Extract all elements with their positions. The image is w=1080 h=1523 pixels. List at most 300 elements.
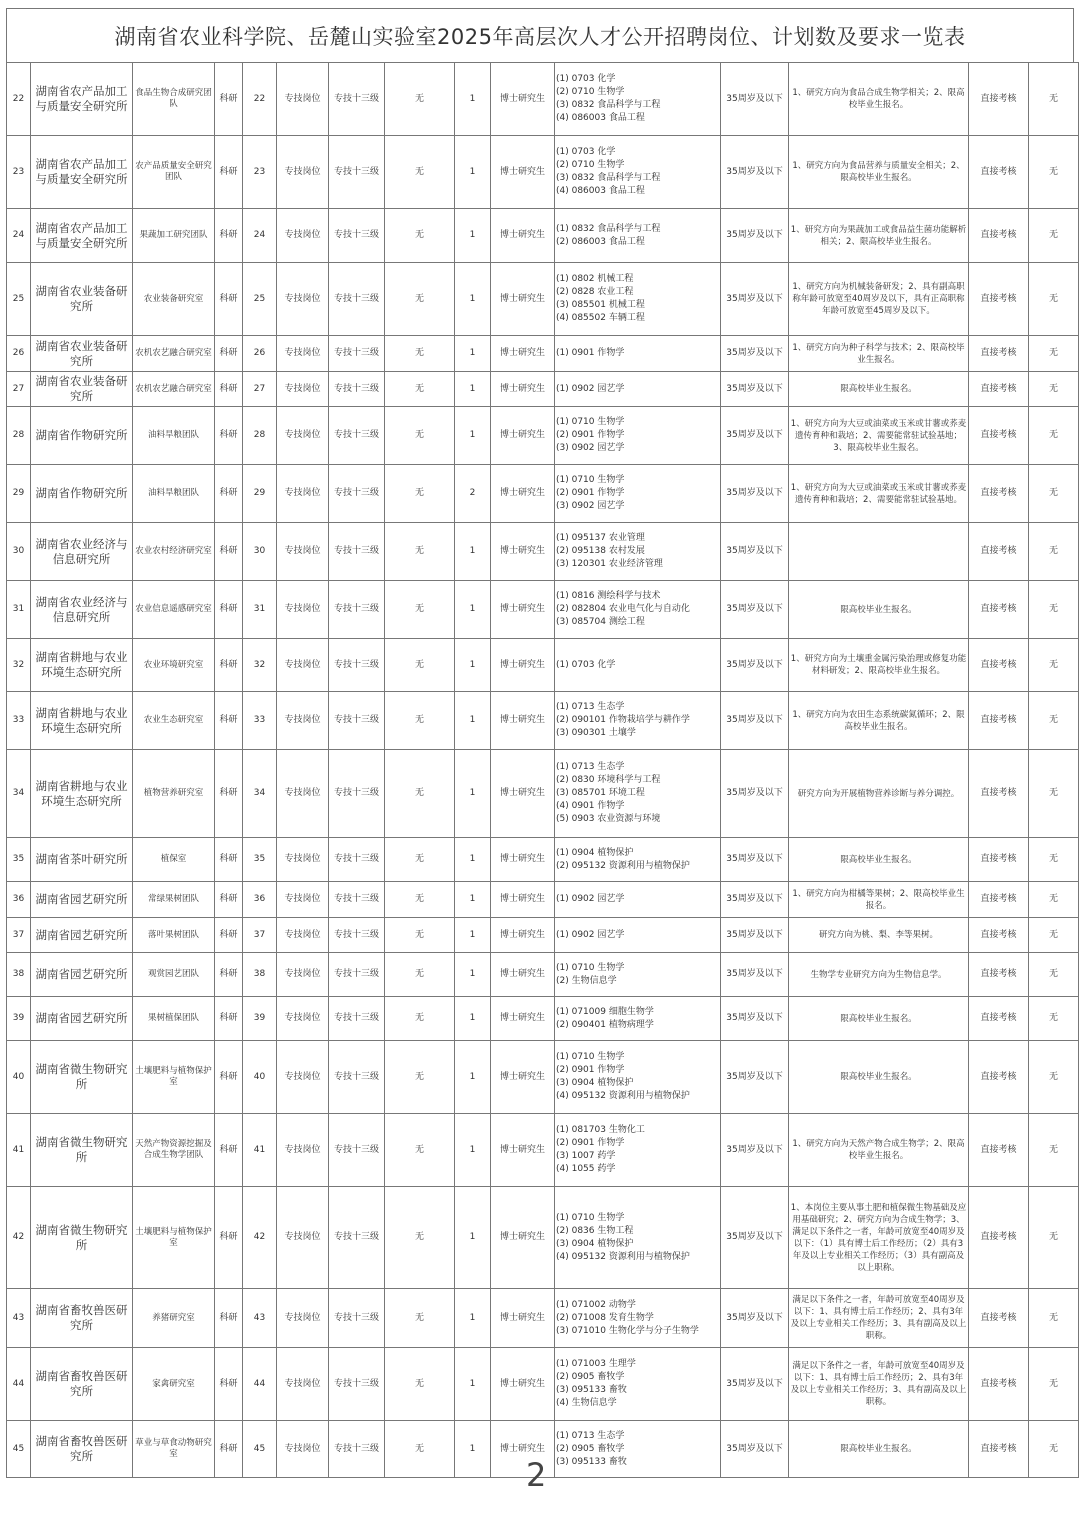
post-code: 43 (243, 1289, 277, 1348)
major-list (555, 372, 721, 407)
age-limit: 35周岁及以下 (721, 750, 789, 838)
team-name: 农业信息遥感研究室 (133, 581, 215, 639)
education: 博士研究生 (491, 953, 555, 997)
post-level: 专技十三级 (329, 692, 385, 750)
table-row (7, 523, 1079, 581)
post-category: 科研 (215, 882, 243, 918)
post-category: 科研 (215, 1421, 243, 1478)
major-item: (1) 0902 园艺学 (556, 929, 625, 940)
major-item: (1) 081703 生物化工 (556, 1125, 645, 1135)
row-number: 31 (7, 581, 31, 639)
post-type: 专技岗位 (277, 953, 329, 997)
table-row (7, 581, 1079, 639)
team-name: 果树植保团队 (133, 997, 215, 1041)
recruit-count: 1 (455, 407, 491, 465)
post-category: 科研 (215, 209, 243, 263)
remark: 无 (1029, 372, 1079, 407)
remark: 无 (1029, 918, 1079, 953)
age-limit: 35周岁及以下 (721, 639, 789, 692)
post-level: 专技十三级 (329, 407, 385, 465)
unit-name: 湖南省园艺研究所 (31, 918, 133, 953)
exam-method: 直接考核 (969, 209, 1029, 263)
post-type: 专技岗位 (277, 1421, 329, 1478)
major-item: (4) 086003 食品工程 (556, 113, 645, 123)
major-item: (2) 0828 农业工程 (556, 287, 634, 297)
major-item: (1) 0710 生物学 (556, 475, 625, 485)
row-number: 23 (7, 136, 31, 209)
major-item: (3) 095133 畜牧 (556, 1385, 627, 1395)
recruit-count: 1 (455, 209, 491, 263)
page-title: 湖南省农业科学院、岳麓山实验室2025年高层次人才公开招聘岗位、计划数及要求一览表 (6, 8, 1074, 62)
recruit-count: 1 (455, 1348, 491, 1421)
major-item: (1) 0902 园艺学 (556, 383, 625, 394)
post-type: 专技岗位 (277, 918, 329, 953)
post-level: 专技十三级 (329, 882, 385, 918)
unit-name: 湖南省耕地与农业环境生态研究所 (31, 639, 133, 692)
education: 博士研究生 (491, 750, 555, 838)
team-name: 观赏园艺团队 (133, 953, 215, 997)
education: 博士研究生 (491, 1041, 555, 1114)
table-row (7, 639, 1079, 692)
major-item: (1) 0703 化学 (556, 74, 616, 84)
requirements: 研究方向为桃、梨、李等果树。 (789, 918, 969, 953)
other-condition: 无 (385, 336, 455, 372)
age-limit: 35周岁及以下 (721, 336, 789, 372)
major-item: (1) 0832 食品科学与工程 (556, 223, 661, 234)
remark: 无 (1029, 1421, 1079, 1478)
row-number: 37 (7, 918, 31, 953)
other-condition: 无 (385, 953, 455, 997)
major-item: (2) 095138 农村发展 (556, 546, 645, 556)
remark: 无 (1029, 263, 1079, 336)
post-type: 专技岗位 (277, 209, 329, 263)
age-limit: 35周岁及以下 (721, 63, 789, 136)
recruit-count: 1 (455, 523, 491, 581)
major-item: (1) 0703 化学 (556, 659, 616, 670)
table-row (7, 997, 1079, 1041)
post-code: 24 (243, 209, 277, 263)
post-level: 专技十三级 (329, 838, 385, 882)
unit-name: 湖南省园艺研究所 (31, 997, 133, 1041)
post-type: 专技岗位 (277, 465, 329, 523)
row-number: 33 (7, 692, 31, 750)
major-item: (3) 0902 园艺学 (556, 501, 625, 511)
unit-name: 湖南省园艺研究所 (31, 882, 133, 918)
table-row (7, 336, 1079, 372)
recruit-count: 1 (455, 918, 491, 953)
team-name: 农业装备研究室 (133, 263, 215, 336)
team-name: 草业与草食动物研究室 (133, 1421, 215, 1478)
row-number: 42 (7, 1187, 31, 1289)
requirements: 限高校毕业生报名。 (789, 1041, 969, 1114)
other-condition: 无 (385, 581, 455, 639)
education: 博士研究生 (491, 692, 555, 750)
major-list (555, 1114, 721, 1187)
age-limit: 35周岁及以下 (721, 136, 789, 209)
post-type: 专技岗位 (277, 1289, 329, 1348)
requirements: 1、研究方向为果蔬加工或食品益生菌功能解析相关；2、限高校毕业生报名。 (789, 209, 969, 263)
major-item: (2) 0901 作物学 (556, 1065, 625, 1075)
team-name: 农机农艺融合研究室 (133, 372, 215, 407)
exam-method: 直接考核 (969, 639, 1029, 692)
other-condition: 无 (385, 372, 455, 407)
exam-method: 直接考核 (969, 1348, 1029, 1421)
other-condition: 无 (385, 750, 455, 838)
age-limit: 35周岁及以下 (721, 882, 789, 918)
major-item: (2) 0710 生物学 (556, 160, 625, 170)
unit-name: 湖南省园艺研究所 (31, 953, 133, 997)
education: 博士研究生 (491, 581, 555, 639)
major-list (555, 692, 721, 750)
team-name: 植物营养研究室 (133, 750, 215, 838)
age-limit: 35周岁及以下 (721, 1421, 789, 1478)
post-level: 专技十三级 (329, 336, 385, 372)
age-limit: 35周岁及以下 (721, 918, 789, 953)
post-category: 科研 (215, 136, 243, 209)
unit-name: 湖南省畜牧兽医研究所 (31, 1289, 133, 1348)
age-limit: 35周岁及以下 (721, 263, 789, 336)
post-level: 专技十三级 (329, 953, 385, 997)
row-number: 45 (7, 1421, 31, 1478)
post-code: 22 (243, 63, 277, 136)
age-limit: 35周岁及以下 (721, 465, 789, 523)
unit-name: 湖南省农产品加工与质量安全研究所 (31, 209, 133, 263)
major-item: (2) 090401 植物病理学 (556, 1019, 654, 1030)
major-list (555, 997, 721, 1041)
education: 博士研究生 (491, 639, 555, 692)
major-list (555, 1041, 721, 1114)
other-condition: 无 (385, 918, 455, 953)
table-row (7, 750, 1079, 838)
exam-method: 直接考核 (969, 1289, 1029, 1348)
team-name: 农业环境研究室 (133, 639, 215, 692)
table-row (7, 209, 1079, 263)
unit-name: 湖南省微生物研究所 (31, 1114, 133, 1187)
major-list (555, 136, 721, 209)
post-code: 27 (243, 372, 277, 407)
remark: 无 (1029, 997, 1079, 1041)
major-list (555, 1348, 721, 1421)
remark: 无 (1029, 1187, 1079, 1289)
unit-name: 湖南省微生物研究所 (31, 1187, 133, 1289)
table-row (7, 918, 1079, 953)
table-row (7, 692, 1079, 750)
remark: 无 (1029, 750, 1079, 838)
exam-method: 直接考核 (969, 953, 1029, 997)
recruitment-table (6, 62, 1079, 1478)
team-name: 农业农村经济研究室 (133, 523, 215, 581)
remark: 无 (1029, 336, 1079, 372)
age-limit: 35周岁及以下 (721, 997, 789, 1041)
row-number: 44 (7, 1348, 31, 1421)
major-item: (1) 071009 细胞生物学 (556, 1006, 654, 1017)
remark: 无 (1029, 838, 1079, 882)
age-limit: 35周岁及以下 (721, 838, 789, 882)
post-code: 31 (243, 581, 277, 639)
requirements: 1、研究方向为土壤重金属污染治理或修复功能材料研发；2、限高校毕业生报名。 (789, 639, 969, 692)
major-item: (3) 085704 测绘工程 (556, 617, 645, 627)
recruit-count: 2 (455, 465, 491, 523)
requirements: 1、研究方向为大豆或油菜或玉米或甘薯或荞麦遗传育种和栽培；2、需要能常驻试验基地。 (789, 465, 969, 523)
major-item: (1) 0904 植物保护 (556, 847, 634, 858)
recruit-count: 1 (455, 953, 491, 997)
remark: 无 (1029, 136, 1079, 209)
post-type: 专技岗位 (277, 63, 329, 136)
post-code: 36 (243, 882, 277, 918)
exam-method: 直接考核 (969, 465, 1029, 523)
major-item: (3) 095133 畜牧 (556, 1456, 627, 1467)
other-condition: 无 (385, 1289, 455, 1348)
major-item: (4) 085502 车辆工程 (556, 313, 645, 323)
post-level: 专技十三级 (329, 372, 385, 407)
recruit-count: 1 (455, 1041, 491, 1114)
remark: 无 (1029, 581, 1079, 639)
major-item: (2) 082804 农业电气化与自动化 (556, 604, 690, 614)
requirements: 生物学专业研究方向为生物信息学。 (789, 953, 969, 997)
table-row (7, 1187, 1079, 1289)
table-row (7, 1041, 1079, 1114)
post-level: 专技十三级 (329, 750, 385, 838)
row-number: 36 (7, 882, 31, 918)
major-item: (1) 0703 化学 (556, 147, 616, 157)
major-item: (2) 086003 食品工程 (556, 236, 645, 247)
post-code: 23 (243, 136, 277, 209)
major-item: (4) 095132 资源利用与植物保护 (556, 1251, 690, 1262)
education: 博士研究生 (491, 1348, 555, 1421)
post-category: 科研 (215, 1348, 243, 1421)
row-number: 26 (7, 336, 31, 372)
post-type: 专技岗位 (277, 407, 329, 465)
team-name: 土壤肥料与植物保护室 (133, 1041, 215, 1114)
major-list (555, 639, 721, 692)
major-item: (2) 095132 资源利用与植物保护 (556, 860, 690, 871)
requirements: 1、研究方向为农田生态系统碳氮循环；2、限高校毕业生报名。 (789, 692, 969, 750)
education: 博士研究生 (491, 1114, 555, 1187)
major-item: (2) 0710 生物学 (556, 87, 625, 97)
major-item: (4) 086003 食品工程 (556, 186, 645, 196)
age-limit: 35周岁及以下 (721, 1289, 789, 1348)
post-category: 科研 (215, 63, 243, 136)
exam-method: 直接考核 (969, 136, 1029, 209)
post-category: 科研 (215, 1187, 243, 1289)
major-list (555, 209, 721, 263)
major-list (555, 407, 721, 465)
requirements: 满足以下条件之一者，年龄可放宽至40周岁及以下：1、具有博士后工作经历；2、具有3年及以上专业相关工作经历；3、具有副高及以上职称。 (789, 1289, 969, 1348)
major-item: (3) 085501 机械工程 (556, 300, 645, 310)
table-row (7, 838, 1079, 882)
age-limit: 35周岁及以下 (721, 692, 789, 750)
major-item: (4) 095132 资源利用与植物保护 (556, 1091, 690, 1101)
other-condition: 无 (385, 523, 455, 581)
post-code: 29 (243, 465, 277, 523)
requirements: 限高校毕业生报名。 (789, 581, 969, 639)
education: 博士研究生 (491, 838, 555, 882)
post-category: 科研 (215, 263, 243, 336)
education: 博士研究生 (491, 263, 555, 336)
recruit-count: 1 (455, 372, 491, 407)
other-condition: 无 (385, 136, 455, 209)
other-condition: 无 (385, 209, 455, 263)
recruit-count: 1 (455, 750, 491, 838)
major-item: (2) 生物信息学 (556, 975, 617, 986)
post-type: 专技岗位 (277, 692, 329, 750)
unit-name: 湖南省农业经济与信息研究所 (31, 581, 133, 639)
team-name: 常绿果树团队 (133, 882, 215, 918)
major-item: (3) 071010 生物化学与分子生物学 (556, 1325, 699, 1336)
unit-name: 湖南省作物研究所 (31, 407, 133, 465)
age-limit: 35周岁及以下 (721, 209, 789, 263)
post-category: 科研 (215, 692, 243, 750)
major-list (555, 1187, 721, 1289)
remark: 无 (1029, 523, 1079, 581)
row-number: 30 (7, 523, 31, 581)
post-type: 专技岗位 (277, 1041, 329, 1114)
remark: 无 (1029, 1041, 1079, 1114)
post-level: 专技十三级 (329, 1114, 385, 1187)
major-item: (1) 0901 作物学 (556, 348, 625, 358)
post-type: 专技岗位 (277, 1114, 329, 1187)
major-list (555, 336, 721, 372)
post-code: 41 (243, 1114, 277, 1187)
post-level: 专技十三级 (329, 1348, 385, 1421)
exam-method: 直接考核 (969, 692, 1029, 750)
requirements: 1、研究方向为大豆或油菜或玉米或甘薯或荞麦遗传育种和栽培；2、需要能常驻试验基地；3、限高校毕业生报名。 (789, 407, 969, 465)
major-item: (3) 0832 食品科学与工程 (556, 173, 661, 183)
recruit-count: 1 (455, 336, 491, 372)
exam-method: 直接考核 (969, 1114, 1029, 1187)
major-list (555, 882, 721, 918)
unit-name: 湖南省畜牧兽医研究所 (31, 1421, 133, 1478)
requirements: 1、研究方向为食品营养与质量安全相关；2、限高校毕业生报名。 (789, 136, 969, 209)
major-list (555, 581, 721, 639)
major-item: (3) 0904 植物保护 (556, 1078, 634, 1088)
recruit-count: 1 (455, 838, 491, 882)
other-condition: 无 (385, 1187, 455, 1289)
recruit-count: 1 (455, 639, 491, 692)
team-name: 天然产物资源挖掘及合成生物学团队 (133, 1114, 215, 1187)
age-limit: 35周岁及以下 (721, 372, 789, 407)
requirements: 满足以下条件之一者，年龄可放宽至40周岁及以下：1、具有博士后工作经历；2、具有3年及以上专业相关工作经历；3、具有副高及以上职称。 (789, 1348, 969, 1421)
post-level: 专技十三级 (329, 997, 385, 1041)
major-item: (4) 0901 作物学 (556, 801, 625, 811)
table-row (7, 882, 1079, 918)
remark: 无 (1029, 692, 1079, 750)
post-category: 科研 (215, 997, 243, 1041)
team-name: 果蔬加工研究团队 (133, 209, 215, 263)
row-number: 38 (7, 953, 31, 997)
major-item: (3) 0832 食品科学与工程 (556, 100, 661, 110)
age-limit: 35周岁及以下 (721, 1114, 789, 1187)
major-item: (2) 0901 作物学 (556, 430, 625, 440)
major-item: (2) 0905 畜牧学 (556, 1443, 625, 1454)
major-item: (1) 071003 生理学 (556, 1359, 636, 1369)
post-category: 科研 (215, 1289, 243, 1348)
major-item: (1) 0710 生物学 (556, 1212, 625, 1223)
other-condition: 无 (385, 1421, 455, 1478)
post-category: 科研 (215, 639, 243, 692)
table-row (7, 136, 1079, 209)
remark: 无 (1029, 1348, 1079, 1421)
exam-method: 直接考核 (969, 336, 1029, 372)
exam-method: 直接考核 (969, 918, 1029, 953)
post-category: 科研 (215, 1041, 243, 1114)
post-level: 专技十三级 (329, 1041, 385, 1114)
other-condition: 无 (385, 407, 455, 465)
major-item: (2) 090101 作物栽培学与耕作学 (556, 715, 690, 725)
education: 博士研究生 (491, 1421, 555, 1478)
row-number: 24 (7, 209, 31, 263)
team-name: 落叶果树团队 (133, 918, 215, 953)
unit-name: 湖南省农业装备研究所 (31, 336, 133, 372)
major-item: (2) 0901 作物学 (556, 1138, 625, 1148)
post-type: 专技岗位 (277, 136, 329, 209)
major-item: (1) 0902 园艺学 (556, 894, 625, 904)
team-name: 农业生态研究室 (133, 692, 215, 750)
major-item: (3) 120301 农业经济管理 (556, 559, 663, 569)
education: 博士研究生 (491, 336, 555, 372)
post-level: 专技十三级 (329, 1187, 385, 1289)
row-number: 32 (7, 639, 31, 692)
post-category: 科研 (215, 336, 243, 372)
post-level: 专技十三级 (329, 209, 385, 263)
exam-method: 直接考核 (969, 1041, 1029, 1114)
age-limit: 35周岁及以下 (721, 523, 789, 581)
age-limit: 35周岁及以下 (721, 1041, 789, 1114)
recruit-count: 1 (455, 581, 491, 639)
team-name: 油料旱粮团队 (133, 407, 215, 465)
other-condition: 无 (385, 838, 455, 882)
major-list (555, 1289, 721, 1348)
post-type: 专技岗位 (277, 838, 329, 882)
age-limit: 35周岁及以下 (721, 953, 789, 997)
major-list (555, 838, 721, 882)
exam-method: 直接考核 (969, 838, 1029, 882)
post-level: 专技十三级 (329, 581, 385, 639)
post-code: 38 (243, 953, 277, 997)
post-category: 科研 (215, 1114, 243, 1187)
education: 博士研究生 (491, 465, 555, 523)
unit-name: 湖南省微生物研究所 (31, 1041, 133, 1114)
education: 博士研究生 (491, 523, 555, 581)
remark: 无 (1029, 882, 1079, 918)
remark: 无 (1029, 407, 1079, 465)
post-code: 33 (243, 692, 277, 750)
major-item: (3) 0902 园艺学 (556, 443, 625, 453)
row-number: 28 (7, 407, 31, 465)
exam-method: 直接考核 (969, 997, 1029, 1041)
table-row (7, 1348, 1079, 1421)
post-type: 专技岗位 (277, 263, 329, 336)
table-row (7, 1114, 1079, 1187)
unit-name: 湖南省农产品加工与质量安全研究所 (31, 136, 133, 209)
education: 博士研究生 (491, 997, 555, 1041)
team-name: 植保室 (133, 838, 215, 882)
remark: 无 (1029, 639, 1079, 692)
recruit-count: 1 (455, 263, 491, 336)
row-number: 39 (7, 997, 31, 1041)
post-category: 科研 (215, 953, 243, 997)
post-category: 科研 (215, 750, 243, 838)
post-type: 专技岗位 (277, 336, 329, 372)
remark: 无 (1029, 63, 1079, 136)
post-type: 专技岗位 (277, 882, 329, 918)
major-list (555, 63, 721, 136)
major-list (555, 263, 721, 336)
unit-name: 湖南省农产品加工与质量安全研究所 (31, 63, 133, 136)
row-number: 35 (7, 838, 31, 882)
page-number: 2 (526, 1456, 547, 1494)
post-code: 25 (243, 263, 277, 336)
